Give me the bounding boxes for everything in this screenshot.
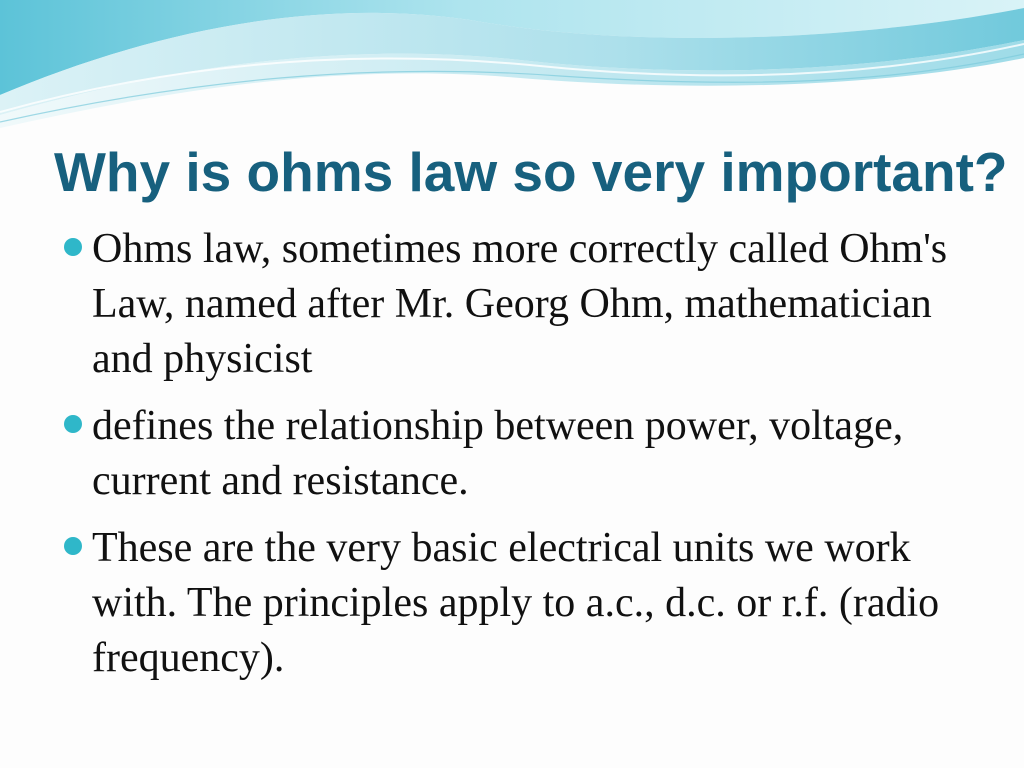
bullet-circle-icon bbox=[64, 415, 82, 433]
bullet-text: Ohms law, sometimes more correctly called Ohm's Law, named after Mr. Georg Ohm, mathematician and physicist bbox=[92, 226, 948, 382]
bullet-item bbox=[62, 521, 982, 686]
bullet-text: These are the very basic electrical units we work with. The principles apply to a.c., d.c. or r.f. (radio frequency). bbox=[92, 525, 940, 681]
slide-title: Why is ohms law so very important? bbox=[54, 141, 1008, 203]
bullet-circle-icon bbox=[64, 238, 82, 256]
bullet-item bbox=[62, 222, 982, 387]
bullet-item bbox=[62, 399, 982, 509]
bullet-circle-icon bbox=[64, 537, 82, 555]
header-wave-decoration bbox=[0, 0, 1024, 130]
bullet-text: defines the relationship between power, voltage, current and resistance. bbox=[92, 403, 904, 504]
bullet-list bbox=[62, 222, 982, 698]
